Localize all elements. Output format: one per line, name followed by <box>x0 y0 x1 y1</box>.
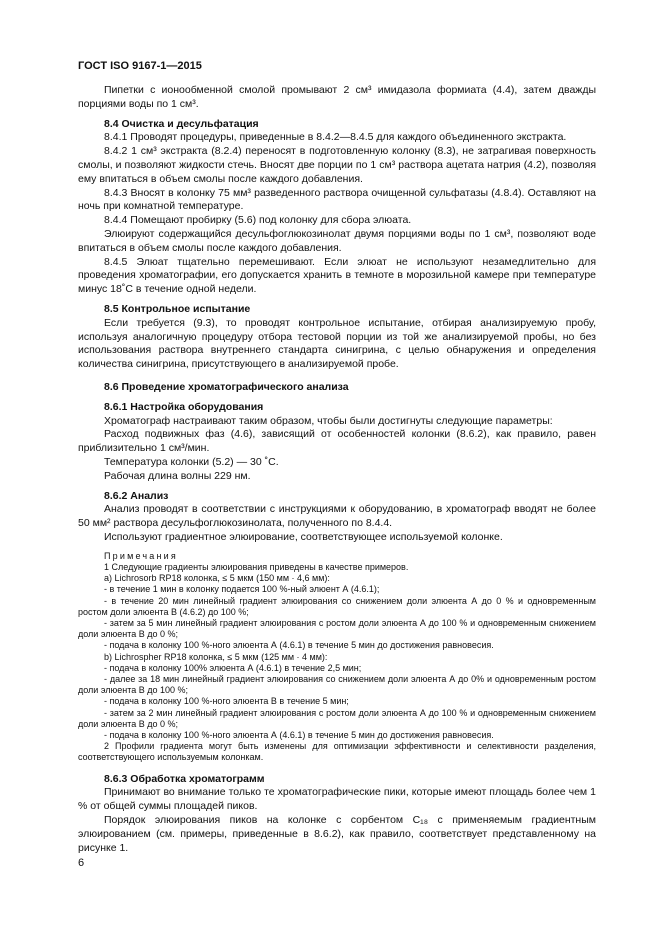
section-heading-8-6-1: 8.6.1 Настройка оборудования <box>104 400 264 413</box>
notes-block <box>78 551 596 764</box>
paragraph: Пипетки с ионообменной смолой промывают 2 см³ имидазола формиата (4.4), затем дважды порциями воды по 1 см³. <box>78 84 596 110</box>
paragraph: Расход подвижных фаз (4.6), зависящий от особенностей колонки (8.6.2), как правило, равен приблизительно 1 см³/мин. <box>78 428 596 455</box>
page-number: 6 <box>78 857 85 869</box>
standard-header: ГОСТ ISO 9167-1—2015 <box>78 60 202 72</box>
paragraph: 8.4.5 Элюат тщательно перемешивают. Если элюат не используют незамедлительно для проведения хроматографии, его допускается хранить в темноте в морозильной камере при температуре минус 18˚С в течение одной недели. <box>78 255 596 296</box>
section-heading-8-5: 8.5 Контрольное испытание <box>104 302 251 315</box>
section-heading-8-6-3: 8.6.3 Обработка хроматограмм <box>104 772 265 785</box>
note-line: - подача в колонку 100% элюента А (4.6.1) в течение 2,5 мин; <box>104 662 362 673</box>
paragraph: Используют градиентное элюирование, соответствующее используемой колонке. <box>104 530 503 543</box>
paragraph: 8.4.2 1 см³ экстракта (8.2.4) переносят в подготовленную колонку (8.3), не затрагивая поверхность смолы, и позволяют жидкости стечь. Вносят две порции по 1 см³ раствора ацетата натрия (4.2), позволяя ему впитаться в объем смолы после каждого добавления. <box>78 145 596 185</box>
paragraph: 8.4.1 Проводят процедуры, приведенные в 8.4.2—8.4.5 для каждого объединенного экстракта. <box>104 131 567 144</box>
paragraph: Если требуется (9.3), то проводят контрольное испытание, отбирая анализируемую пробу, используя аналогичную процедуру отбора тестовой порции из той же анализируемой пробы, но без использования раствора внутреннего стандарта синигрина, с целью обнаружения и определения количества синигрина, присутствующего в анализируемой пробе. <box>78 316 596 371</box>
note-line: - подача в колонку 100 %-ного элюента А (4.6.1) в течение 5 мин до достижения равновесия. <box>104 640 494 651</box>
paragraph: Анализ проводят в соответствии с инструкциями к оборудованию, в хроматограф вводят не более 50 мм² раствора десульфоглюкозинолата, полученного по 8.4.4. <box>78 503 596 530</box>
note-line: - в течение 20 мин линейный градиент элюирования со снижением доли элюента А до 0 % и одновременным ростом доли элюента В (4.6.2) до 100 %; <box>78 595 596 617</box>
paragraph: Рабочая длина волны 229 нм. <box>104 469 251 482</box>
notes-title: Примечания <box>104 550 178 561</box>
paragraph: 8.4.4 Помещают пробирку (5.6) под колонку для сбора элюата. <box>104 214 412 227</box>
paragraph: Принимают во внимание только те хроматографические пики, которые имеют площадь более чем 1 % от общей суммы площадей пиков. <box>78 786 596 813</box>
section-heading-8-4: 8.4 Очистка и десульфатация <box>104 117 259 130</box>
paragraph: Порядок элюирования пиков на колонке с сорбентом С₁₈ с применяемым градиентным элюированием (см. примеры, приведенные в 8.6.2), как правило, соответствует представленному на рисунке 1. <box>78 813 596 854</box>
note-line: 1 Следующие градиенты элюирования приведены в качестве примеров. <box>104 561 409 572</box>
note-line: - затем за 5 мин линейный градиент элюирования с ростом доли элюента А до 100 % и одновременным снижением доли элюента В до 0 %; <box>78 617 596 640</box>
note-line: b) Lichrospher RP18 колонка, ≤ 5 мкм (125 мм · 4 мм): <box>104 651 328 662</box>
note-line: - подача в колонку 100 %-ного элюента А (4.6.1) в течение 5 мин до достижения равновесия. <box>104 729 494 740</box>
section-heading-8-6-2: 8.6.2 Анализ <box>104 489 169 502</box>
paragraph: Хроматограф настраивают таким образом, чтобы были достигнуты следующие параметры: <box>104 414 553 427</box>
note-line: - в течение 1 мин в колонку подается 100 %-ный элюент А (4.6.1); <box>104 584 380 595</box>
paragraph: Температура колонки (5.2) — 30 ˚С. <box>104 455 279 468</box>
section-heading-8-6: 8.6 Проведение хроматографического анализа <box>104 380 349 393</box>
note-line: - далее за 18 мин линейный градиент элюирования со снижением доли элюента А до 0% и одновременным ростом доли элюента В до 100 %; <box>78 673 596 696</box>
paragraph: Элюируют содержащийся десульфоглюкозинолат двумя порциями воды по 1 см³, позволяют воде впитаться в объем смолы после каждого добавления. <box>78 227 596 254</box>
note-line: - подача в колонку 100 %-ного элюента В в течение 5 мин; <box>104 696 349 707</box>
note-line: a) Lichrosorb RP18 колонка, ≤ 5 мкм (150 мм · 4,6 мм): <box>104 573 330 584</box>
paragraph: 8.4.3 Вносят в колонку 75 мм³ разведенного раствора очищенной сульфатазы (4.8.4). Оставляют на ночь при комнатной температуре. <box>78 186 596 213</box>
note-line: 2 Профили градиента могут быть изменены для оптимизации эффективности и селективности разделения, соответствующего используемым колонкам. <box>78 741 596 763</box>
note-line: - затем за 2 мин линейный градиент элюирования с ростом доли элюента А до 100 % и одновременным снижением доли элюента В до 0 %; <box>78 707 596 729</box>
document-body <box>78 84 596 855</box>
